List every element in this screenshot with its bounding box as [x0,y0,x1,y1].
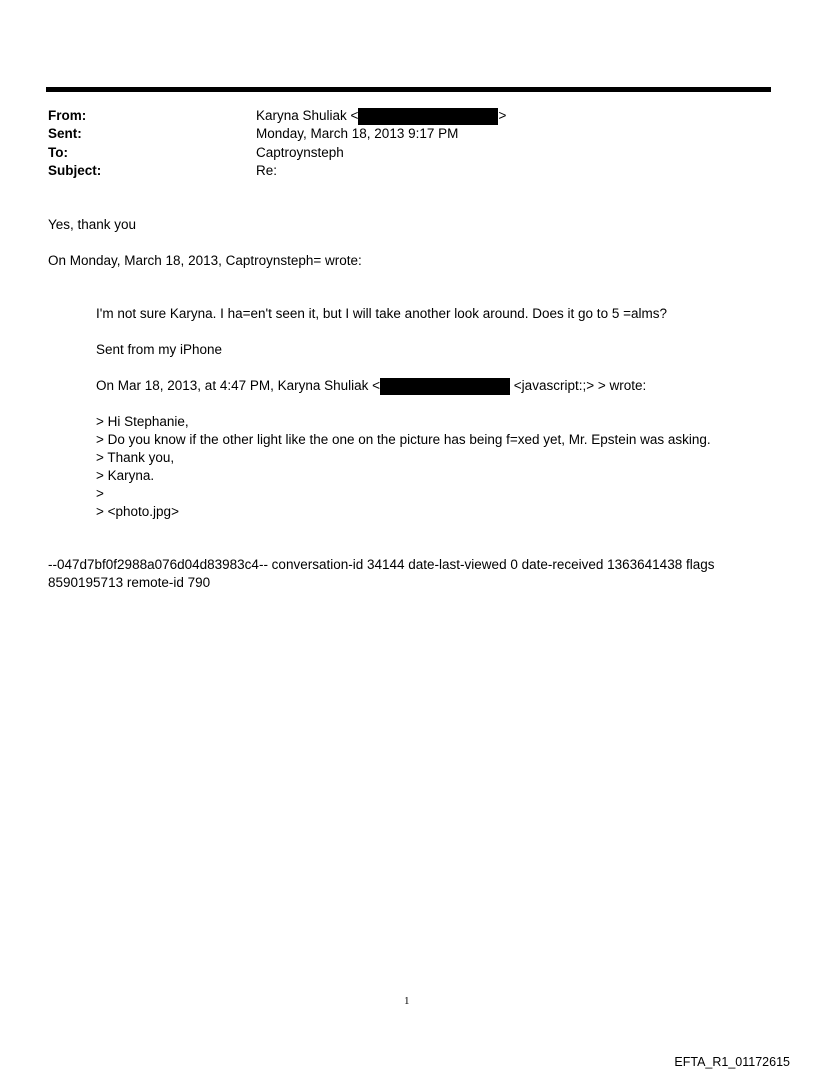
quote-intro: On Monday, March 18, 2013, Captroynsteph= wrote: [48,253,362,268]
inner-intro-suffix: <javascript:;> > wrote: [510,378,647,393]
message-metadata-line-1: --047d7bf0f2988a076d04d83983c4-- conversation-id 34144 date-last-viewed 0 date-received 1363641438 flags [48,557,715,572]
from-tail: > [498,108,507,123]
subject-label: Subject: [48,163,102,178]
sent-label: Sent: [48,126,82,141]
from-value [256,107,506,125]
quoted-message: I'm not sure Karyna. I ha=en't seen it, but I will take another look around. Does it go to 5 =alms? [96,306,667,321]
page-number: 1 [404,995,410,1007]
redaction-box [380,378,510,395]
reply-text: Yes, thank you [48,217,137,232]
quoted-line: > Karyna. [96,468,155,483]
quoted-line: > Do you know if the other light like the one on the picture has being f=xed yet, Mr. Epstein was asking. [96,432,711,447]
subject-value: Re: [256,163,278,178]
to-value: Captroynsteph [256,145,344,160]
inner-quote-intro [96,377,646,395]
quoted-line: > [96,486,104,501]
inner-intro-prefix: On Mar 18, 2013, at 4:47 PM, Karyna Shuliak < [96,378,381,393]
message-metadata-line-2: 8590195713 remote-id 790 [48,575,211,590]
quoted-line: > Hi Stephanie, [96,414,189,429]
from-label: From: [48,108,87,123]
redaction-box [358,108,498,125]
quoted-line: > <photo.jpg> [96,504,179,519]
quoted-line: > Thank you, [96,450,175,465]
to-label: To: [48,145,68,160]
from-name: Karyna Shuliak < [256,108,359,123]
header-rule [46,87,771,92]
sent-value: Monday, March 18, 2013 9:17 PM [256,126,459,141]
quoted-signature: Sent from my iPhone [96,342,223,357]
bates-id: EFTA_R1_01172615 [674,1055,790,1069]
